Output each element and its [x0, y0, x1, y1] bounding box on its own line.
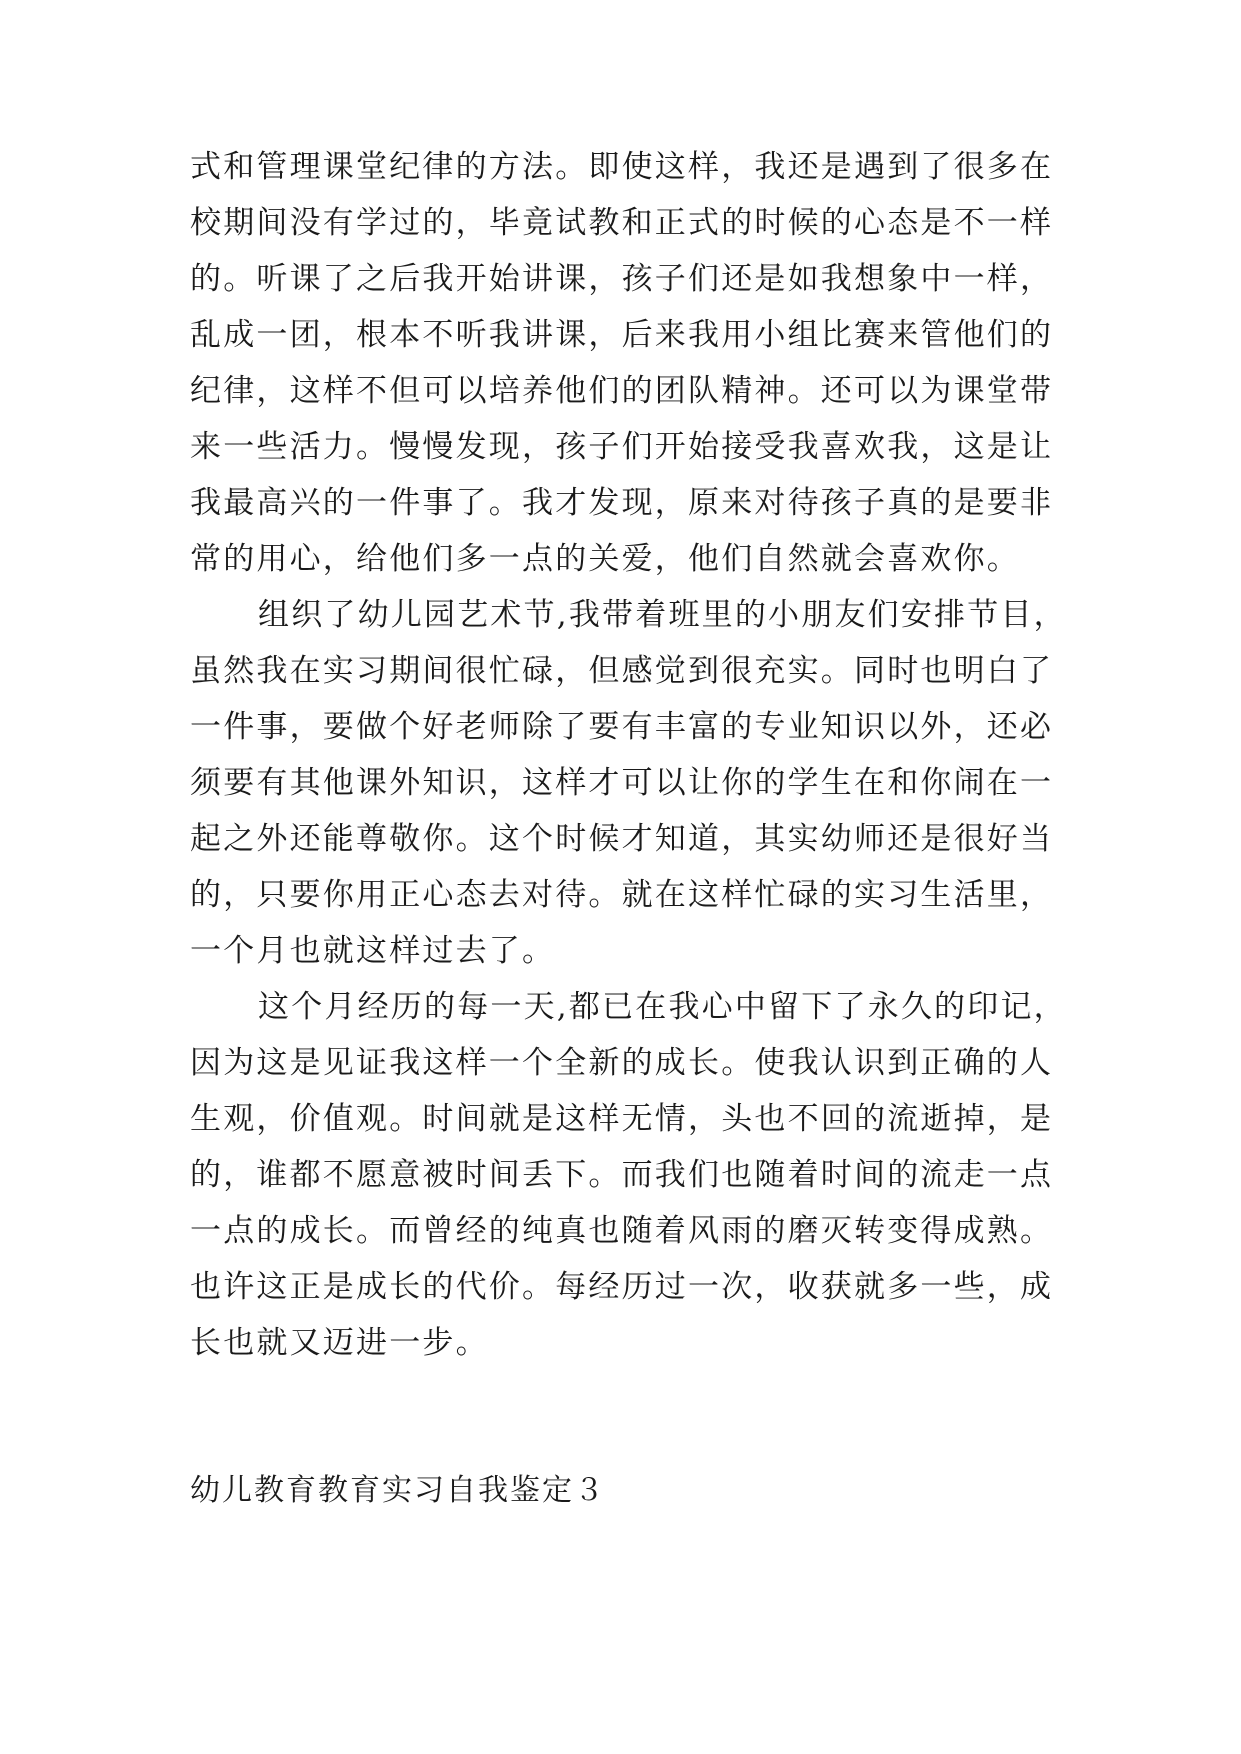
text-line: 的。听课了之后我开始讲课，孩子们还是如我想象中一样， — [190, 261, 1054, 297]
text-line: 虽然我在实习期间很忙碌，但感觉到很充实。同时也明白了 — [190, 653, 1054, 689]
text-line: 的，谁都不愿意被时间丢下。而我们也随着时间的流走一点 — [190, 1157, 1054, 1193]
text-line: 长也就又迈进一步。 — [190, 1325, 489, 1361]
text-line: 的，只要你用正心态去对待。就在这样忙碌的实习生活里， — [190, 877, 1054, 913]
text-line: 生观，价值观。时间就是这样无情，头也不回的流逝掉，是 — [190, 1101, 1054, 1137]
text-line: 一个月也就这样过去了。 — [190, 933, 556, 969]
text-line: 一件事，要做个好老师除了要有丰富的专业知识以外，还必 — [190, 709, 1054, 745]
text-line: 我最高兴的一件事了。我才发现，原来对待孩子真的是要非 — [190, 485, 1054, 521]
text-line: 一点的成长。而曾经的纯真也随着风雨的磨灭转变得成熟。 — [190, 1213, 1054, 1249]
text-line: 也许这正是成长的代价。每经历过一次，收获就多一些，成 — [190, 1269, 1054, 1305]
section-heading: 幼儿教育教育实习自我鉴定３ — [190, 1473, 606, 1508]
text-line: 来一些活力。慢慢发现，孩子们开始接受我喜欢我，这是让 — [190, 429, 1054, 465]
text-line: 因为这是见证我这样一个全新的成长。使我认识到正确的人 — [190, 1045, 1054, 1081]
text-line: 这个月经历的每一天,都已在我心中留下了永久的印记， — [258, 989, 1067, 1025]
text-line: 须要有其他课外知识，这样才可以让你的学生在和你闹在一 — [190, 765, 1054, 801]
text-line: 校期间没有学过的，毕竟试教和正式的时候的心态是不一样 — [190, 205, 1054, 241]
text-line: 起之外还能尊敬你。这个时候才知道，其实幼师还是很好当 — [190, 821, 1054, 857]
text-line: 常的用心，给他们多一点的关爱，他们自然就会喜欢你。 — [190, 541, 1020, 577]
text-line: 乱成一团，根本不听我讲课，后来我用小组比赛来管他们的 — [190, 317, 1054, 353]
text-line: 纪律，这样不但可以培养他们的团队精神。还可以为课堂带 — [190, 373, 1054, 409]
text-line: 式和管理课堂纪律的方法。即使这样，我还是遇到了很多在 — [190, 149, 1054, 185]
text-line: 组织了幼儿园艺术节,我带着班里的小朋友们安排节目， — [258, 597, 1067, 633]
